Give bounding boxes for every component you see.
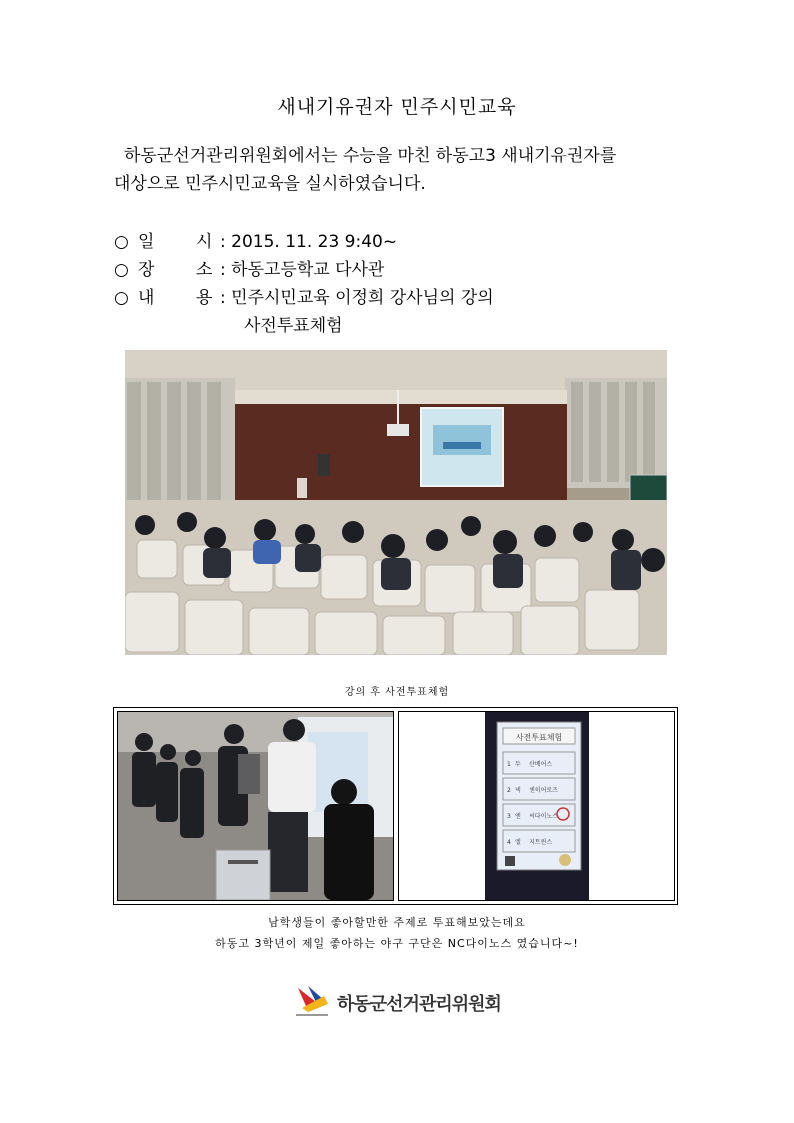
photo-table [113,707,678,905]
ballot-row-name: 씨다이노스 [529,813,558,820]
ballot-row-num: 2 [507,787,511,794]
info-row-date [114,228,494,256]
ballot-row-num: 4 [507,839,511,846]
intro-paragraph [114,142,714,198]
ballot-header: 사전투표체험 [515,733,563,742]
ballot-row-party: 넥 [515,787,521,794]
election-commission-emblem-icon [294,982,334,1018]
info-label-b: 소 [196,260,213,280]
ballot-row-name: 산베어스 [529,761,553,768]
lecture-hall-photo [125,350,667,655]
photo-caption-top: 강의 후 사전투표체험 [344,687,450,698]
info-value: 하동고등학교 다사관 [231,260,385,280]
info-label-a: 내 [138,288,155,308]
voting-illustration [118,712,393,900]
info-label-a: 장 [138,260,155,280]
info-colon: : [220,288,226,308]
ballot-photo [398,711,675,901]
ballot-row-name: 지트윈스 [529,839,553,846]
page-title: 새내기유권자 민주시민교육 [277,96,517,118]
info-row-place [114,256,494,284]
info-row-content [114,284,494,312]
info-value: 2015. 11. 23 9:40~ [231,232,398,252]
qr-code-icon [505,856,515,866]
ballot-illustration [399,712,674,900]
intro-line-1: 하동군선거관리위원회에서는 수능을 마친 하동고3 새내기유권자를 [124,146,617,166]
ballot-row-num: 3 [507,813,511,820]
info-label-b: 용 [196,288,213,308]
circle-bullet-icon: ○ [114,288,129,308]
info-label-b: 시 [196,232,213,252]
ballot-row-party: 엘 [515,839,521,846]
event-info-list [114,228,494,340]
ballot-row-num: 1 [507,761,511,768]
info-colon: : [220,232,226,252]
info-label-a: 일 [138,232,155,252]
voting-photo [117,711,394,901]
photo-caption-bottom-1: 남학생들이 좋아할만한 주제로 투표해보았는데요 [268,916,526,929]
circle-bullet-icon: ○ [114,260,129,280]
ballot-row-party: 두 [515,761,521,768]
logo-text: 하동군선거관리위원회 [337,994,501,1015]
info-row-content-continued: 사전투표체험 [244,316,343,336]
circle-bullet-icon: ○ [114,232,129,252]
info-value: 민주시민교육 이정희 강사님의 강의 [231,288,494,308]
ballot-row-name: 센히어로즈 [529,787,558,794]
lecture-hall-illustration [125,350,667,655]
intro-line-2: 대상으로 민주시민교육을 실시하였습니다. [114,174,426,194]
seal-icon [559,854,571,866]
info-colon: : [220,260,226,280]
election-commission-logo [294,982,514,1022]
photo-caption-bottom-2: 하동고 3학년이 제일 좋아하는 야구 구단은 NC다이노스 였습니다~! [215,937,579,950]
ballot-row-party: 엔 [515,813,521,820]
